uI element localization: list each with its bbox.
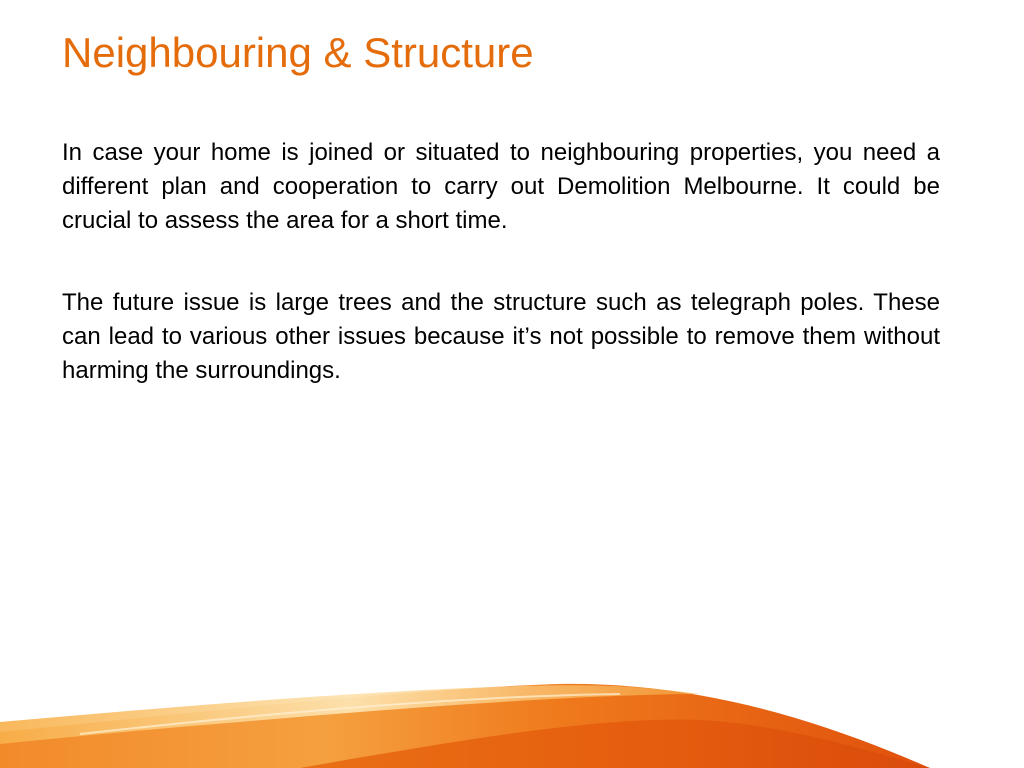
orange-swoosh-decoration bbox=[0, 660, 1024, 768]
slide-body bbox=[62, 136, 940, 388]
slide-title: Neighbouring & Structure bbox=[62, 29, 534, 76]
paragraph-2: The future issue is large trees and the structure such as telegraph poles. These can lead to various other issues because it’s not possible to remove them without harming the surroundings. bbox=[62, 289, 940, 384]
paragraph-1: In case your home is joined or situated to neighbouring properties, you need a different plan and cooperation to carry out Demolition Melbourne. It could be crucial to assess the area for a short time. bbox=[62, 139, 940, 234]
